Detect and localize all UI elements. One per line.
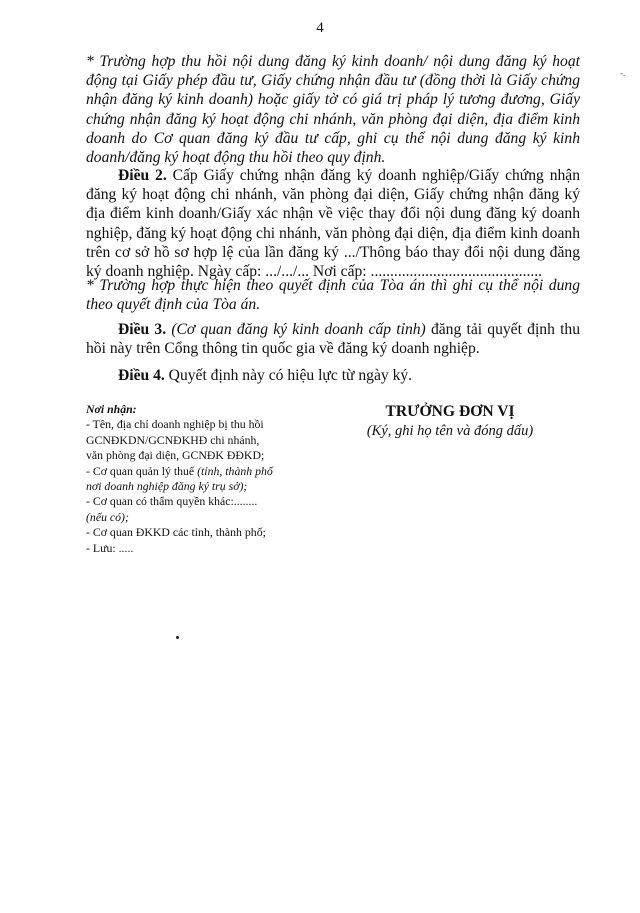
recipient-line bbox=[86, 510, 326, 525]
article-2-text: Cấp Giấy chứng nhận đăng ký doanh nghiệp/Giấy chứng nhận đăng ký hoạt động chi nhánh, văn phòng đại diện, Giấy chứng nhận đăng ký địa điểm kinh doanh/Giấy xác nhận về việc thay đổi nội dung đăng ký doanh nghiệp, đăng ký hoạt động chi nhánh, văn phòng đại diện, địa điểm kinh doanh trên cơ sở hồ sơ hợp lệ của lần đăng ký .../Thông báo thay đổi nội dung đăng ký doanh nghiệp. Ngày cấp: .../.../... Nơi cấp: ............................................ bbox=[86, 167, 581, 281]
recipients-block bbox=[86, 402, 326, 556]
article-3 bbox=[86, 320, 580, 358]
article-2 bbox=[86, 166, 580, 281]
recipients-title: Nơi nhận: bbox=[86, 402, 137, 416]
article-3-label: Điều 3. bbox=[118, 321, 167, 338]
recipient-line: - Lưu: ..... bbox=[86, 540, 134, 555]
article-4-label: Điều 4. bbox=[118, 367, 165, 384]
page-number: 4 bbox=[316, 20, 324, 36]
article-4-text: Quyết định này có hiệu lực từ ngày ký. bbox=[164, 367, 413, 384]
recipient-line: - Cơ quan ĐKKD các tỉnh, thành phố; bbox=[86, 525, 266, 540]
recipient-line bbox=[86, 464, 326, 479]
scan-speck bbox=[176, 636, 179, 639]
recipient-line bbox=[86, 479, 326, 494]
article-3-agency: (Cơ quan đăng ký kinh doanh cấp tỉnh) bbox=[166, 321, 426, 338]
recipient-line: - Tên, địa chỉ doanh nghiệp bị thu hồi bbox=[86, 417, 264, 432]
article-2-label: Điều 2. bbox=[118, 167, 167, 184]
recipient-line: - Cơ quan có thẩm quyền khác:........ bbox=[86, 494, 258, 509]
article-3-text: đăng tải quyết định thu hồi này trên Cổng thông tin quốc gia về đăng ký doanh nghiệp. bbox=[86, 321, 581, 358]
recipient-if-any: (nếu có); bbox=[86, 509, 129, 524]
recipient-line: GCNĐKDN/GCNĐKHĐ chi nhánh, bbox=[86, 432, 260, 447]
article-4 bbox=[86, 366, 580, 385]
recipient-tax-location: nơi doanh nghiệp đăng ký trụ sở); bbox=[86, 479, 248, 494]
recipient-tax-italic: (tỉnh, thành phố bbox=[197, 463, 273, 478]
note-court-decision: * Trường hợp thực hiện theo quyết định của Tòa án thì ghi cụ thể nội dung theo quyết định của Tòa án. bbox=[86, 277, 580, 314]
signer-title: TRƯỞNG ĐƠN VỊ bbox=[385, 403, 515, 420]
signer-note: (Ký, ghi họ tên và đóng dấu) bbox=[366, 423, 534, 439]
note-revoked-content: * Trường hợp thu hồi nội dung đăng ký kinh doanh/ nội dung đăng ký hoạt động tại Giấy phép đầu tư, Giấy chứng nhận đầu tư (đồng thời là Giấy chứng nhận đăng ký kinh doanh) hoặc giấy tờ có giá trị pháp lý tương đương, Giấy chứng nhận đăng ký hoạt động chi nhánh, văn phòng đại diện, địa điểm kinh doanh do Cơ quan đăng ký đầu tư cấp, ghi cụ thể nội dung đăng ký kinh doanh/đăng ký hoạt động thu hồi theo quy định. bbox=[86, 53, 580, 167]
recipient-line: văn phòng đại diện, GCNĐK ĐĐKD; bbox=[86, 448, 265, 463]
corner-mark: -. bbox=[620, 68, 626, 78]
signature-block bbox=[330, 402, 570, 441]
recipient-tax-prefix: - Cơ quan quản lý thuế bbox=[86, 463, 198, 478]
